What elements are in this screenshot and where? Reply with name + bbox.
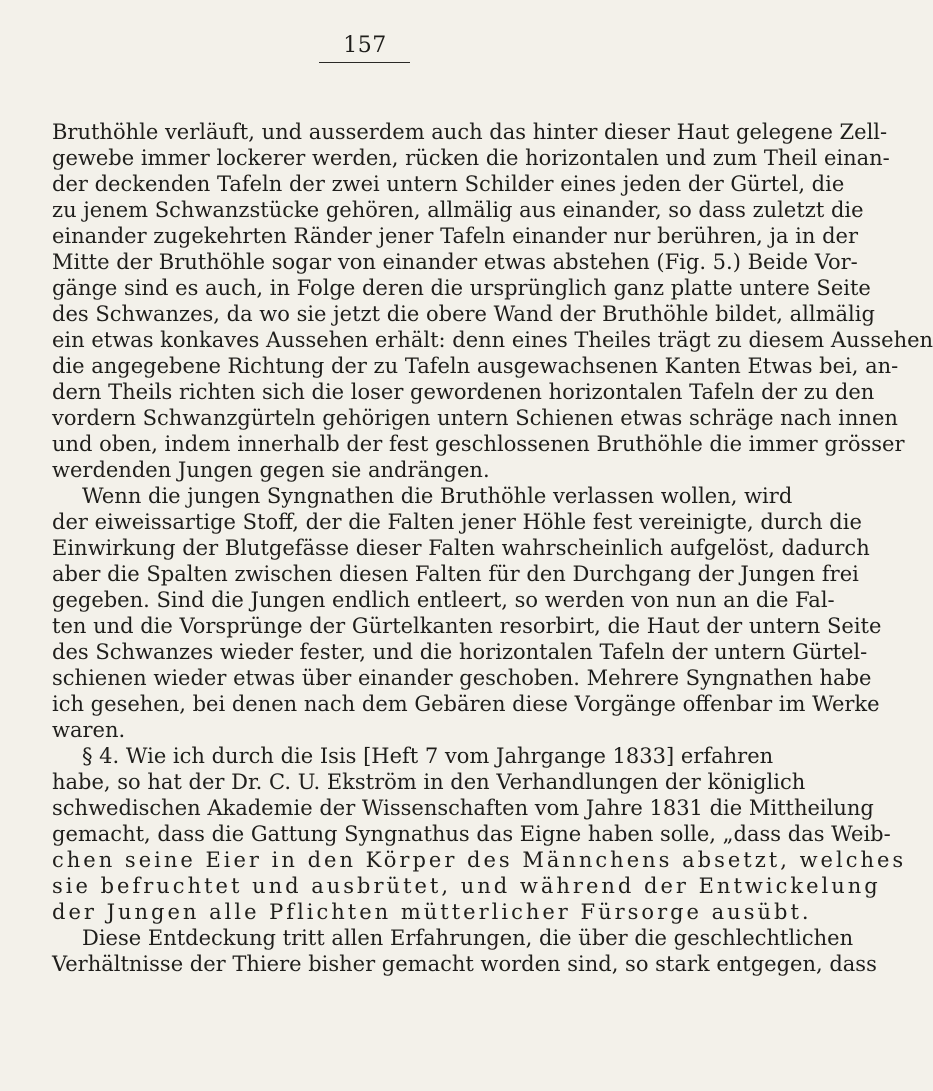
text-line: Bruthöhle verläuft, und ausserdem auch das hinter dieser Haut gelegene Zell-	[52, 120, 888, 144]
text-line: waren.	[52, 718, 126, 742]
body-text	[52, 119, 933, 977]
text-line: gänge sind es auch, in Folge deren die ursprünglich ganz platte untere Seite	[52, 276, 871, 300]
text-line: Einwirkung der Blutgefässe dieser Falten wahrscheinlich aufgelöst, dadurch	[52, 536, 870, 560]
text-line: ten und die Vorsprünge der Gürtelkanten resorbirt, die Haut der untern Seite	[52, 614, 882, 638]
page-number-rule	[319, 62, 410, 63]
text-line: des Schwanzes, da wo sie jetzt die obere Wand der Bruthöhle bildet, allmälig	[52, 302, 875, 326]
text-line: Wenn die jungen Syngnathen die Bruthöhle verlassen wollen, wird	[82, 484, 793, 508]
text-line: dern Theils richten sich die loser gewordenen horizontalen Tafeln der zu den	[52, 380, 875, 404]
text-line: gewebe immer lockerer werden, rücken die horizontalen und zum Theil einan-	[52, 146, 890, 170]
text-line: ein etwas konkaves Aussehen erhält: denn eines Theiles trägt zu diesem Aussehen	[52, 328, 933, 352]
text-line: die angegebene Richtung der zu Tafeln ausgewachsenen Kanten Etwas bei, an-	[52, 354, 899, 378]
spaced-quote-line: sie befruchtet und ausbrütet, und während der Entwickelung	[52, 874, 881, 898]
text-line: der eiweissartige Stoff, der die Falten jener Höhle fest vereinigte, durch die	[52, 510, 862, 534]
text-line: schwedischen Akademie der Wissenschaften vom Jahre 1831 die Mittheilung	[52, 796, 874, 820]
text-line: Diese Entdeckung tritt allen Erfahrungen, die über die geschlechtlichen	[82, 926, 854, 950]
text-line: werdenden Jungen gegen sie andrängen.	[52, 458, 490, 482]
text-line: vordern Schwanzgürteln gehörigen untern Schienen etwas schräge nach innen	[52, 406, 898, 430]
text-line: ich gesehen, bei denen nach dem Gebären diese Vorgänge offenbar im Werke	[52, 692, 880, 716]
page-number: 157	[343, 33, 387, 58]
text-line: und oben, indem innerhalb der fest geschlossenen Bruthöhle die immer grösser	[52, 432, 905, 456]
text-line: Verhältnisse der Thiere bisher gemacht worden sind, so stark entgegen, dass	[52, 952, 877, 976]
text-line: habe, so hat der Dr. C. U. Ekström in den Verhandlungen der königlich	[52, 770, 806, 794]
text-line: der deckenden Tafeln der zwei untern Schilder eines jeden der Gürtel, die	[52, 172, 845, 196]
text-line: Mitte der Bruthöhle sogar von einander etwas abstehen (Fig. 5.) Beide Vor-	[52, 250, 858, 274]
section-heading-line: § 4. Wie ich durch die Isis [Heft 7 vom Jahrgange 1833] erfahren	[82, 744, 774, 768]
text-line: einander zugekehrten Ränder jener Tafeln einander nur berühren, ja in der	[52, 224, 858, 248]
text-line: zu jenem Schwanzstücke gehören, allmälig aus einander, so dass zuletzt die	[52, 198, 864, 222]
spaced-quote-line: der Jungen alle Pflichten mütterlicher Fürsorge ausübt.	[52, 900, 812, 924]
text-line: schienen wieder etwas über einander geschoben. Mehrere Syngnathen habe	[52, 666, 872, 690]
text-line: des Schwanzes wieder fester, und die horizontalen Tafeln der untern Gürtel-	[52, 640, 868, 664]
text-line: gegeben. Sind die Jungen endlich entleert, so werden von nun an die Fal-	[52, 588, 835, 612]
text-line: gemacht, dass die Gattung Syngnathus das Eigne haben solle, „dass das Weib-	[52, 822, 891, 846]
text-line: aber die Spalten zwischen diesen Falten für den Durchgang der Jungen frei	[52, 562, 859, 586]
spaced-quote-line: chen seine Eier in den Körper des Männchens absetzt, welches	[52, 848, 907, 872]
